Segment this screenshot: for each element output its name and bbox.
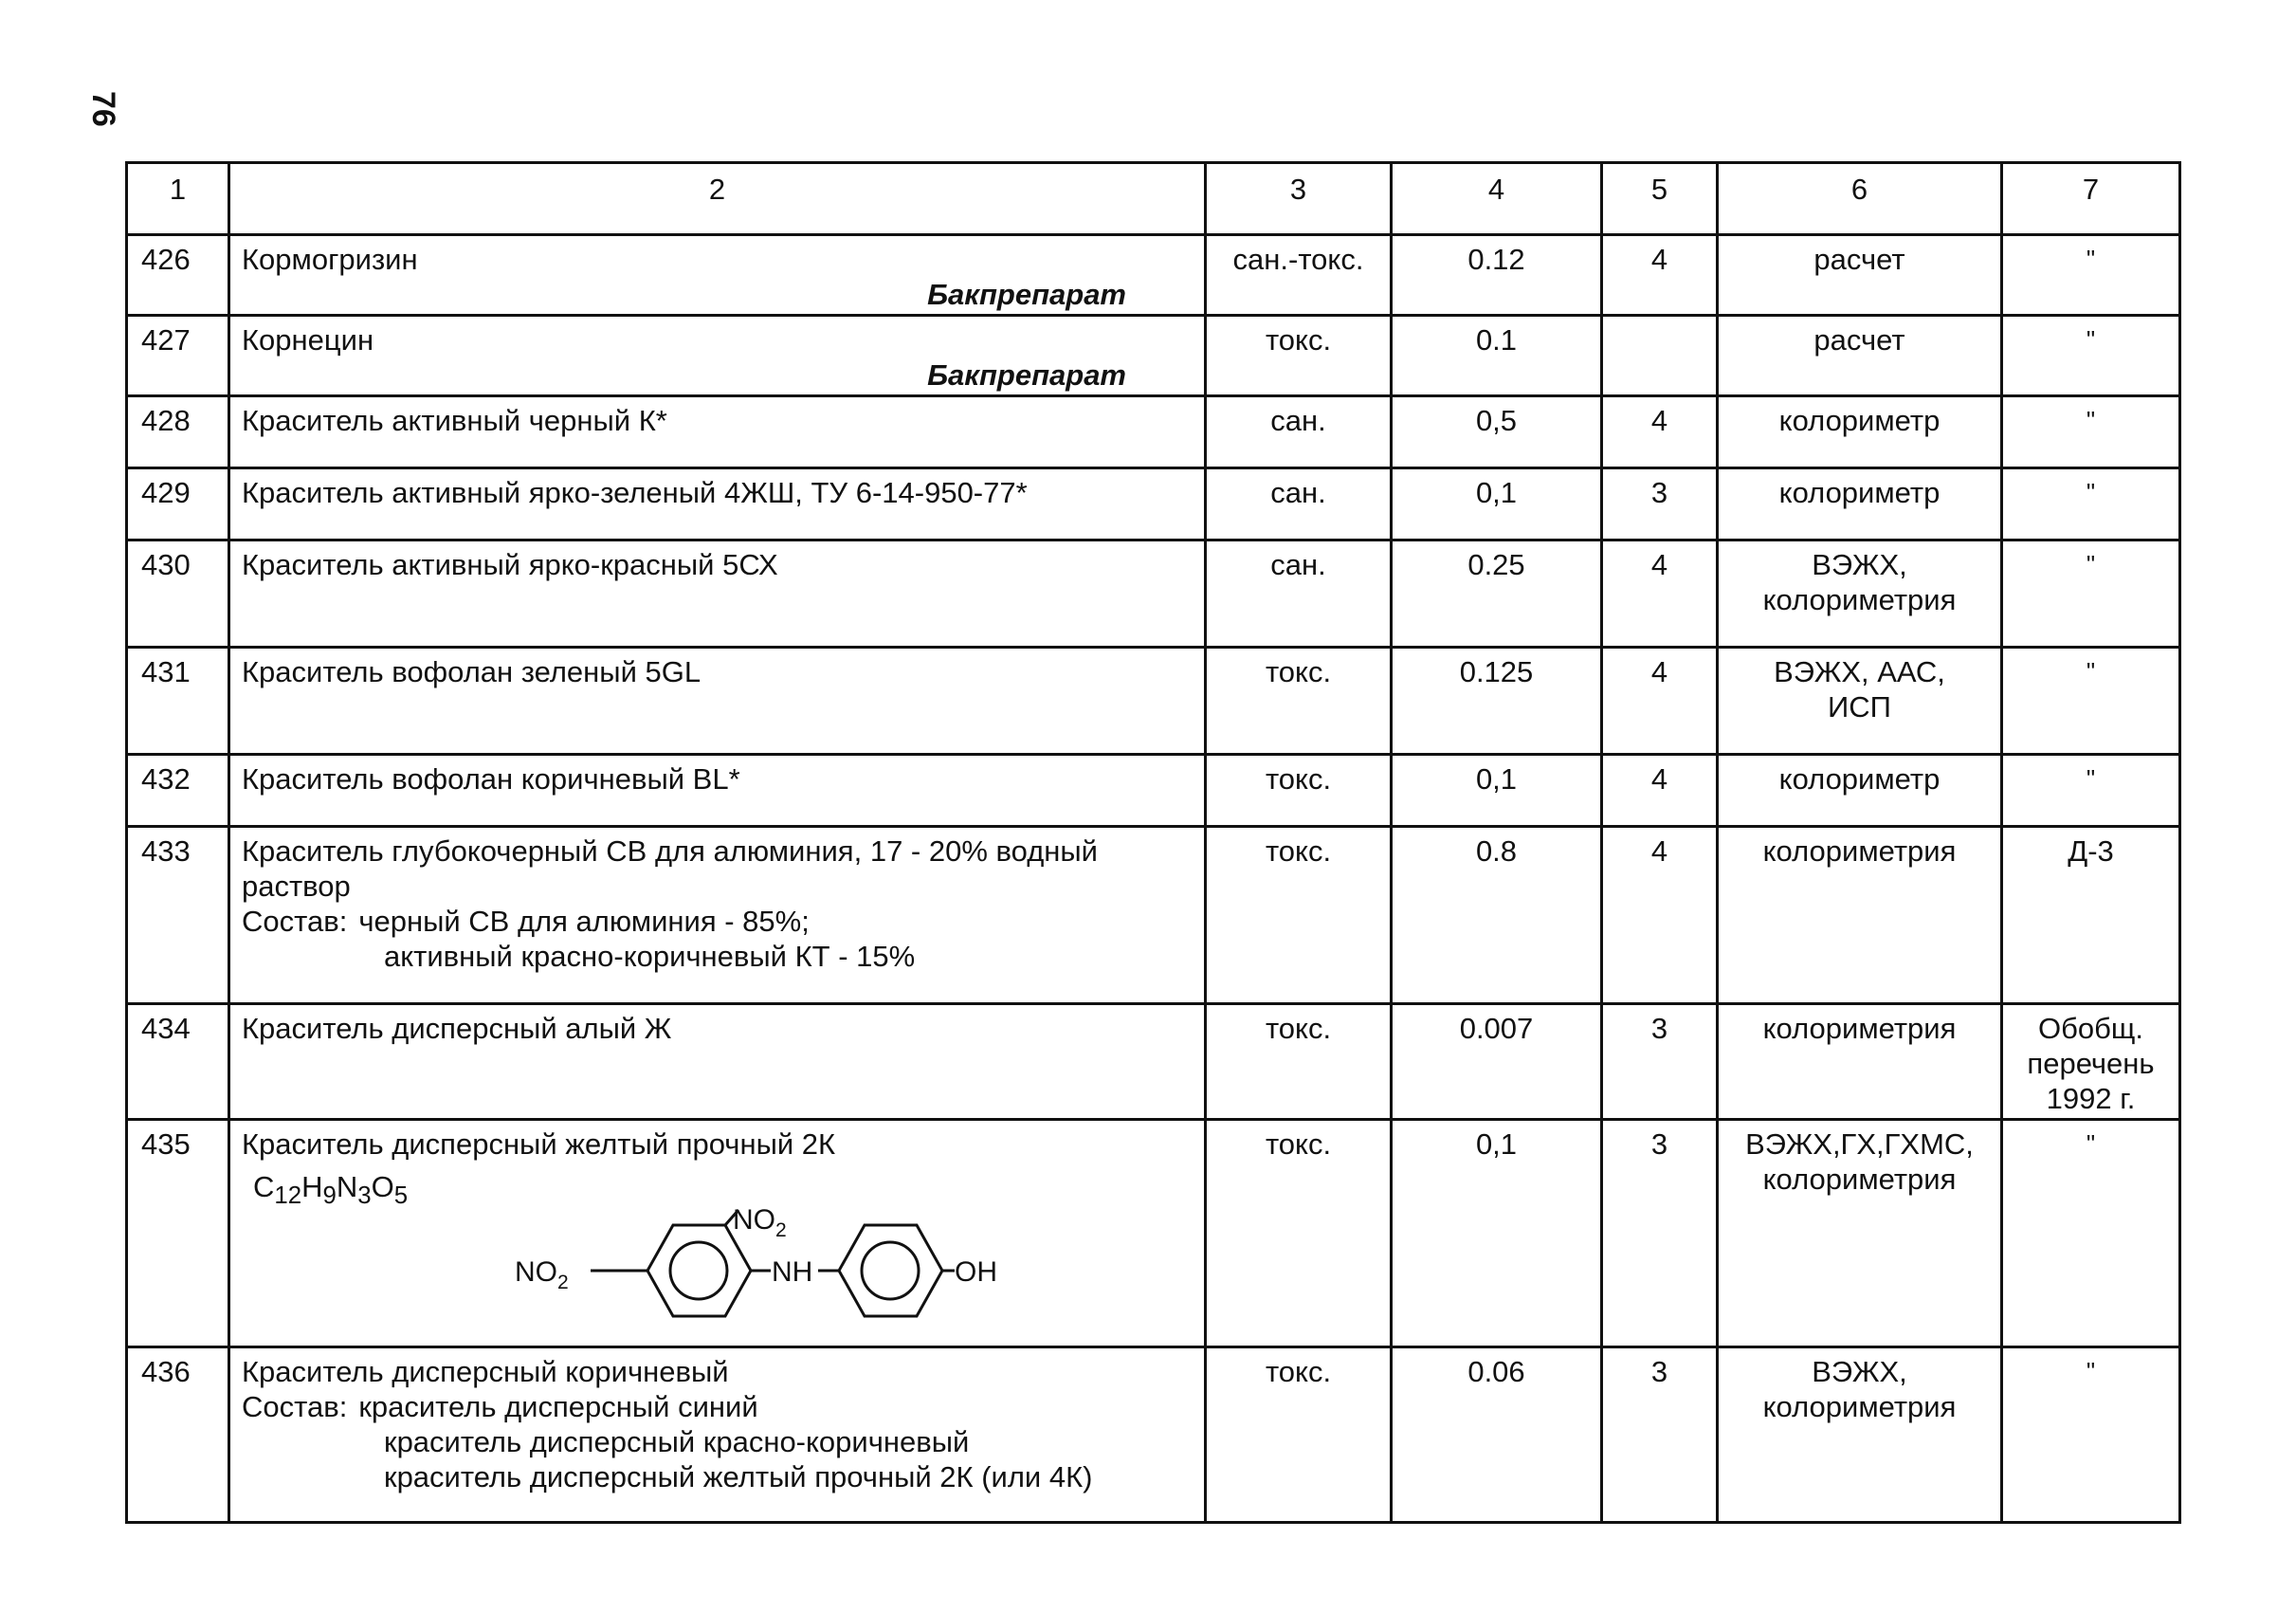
composition-line: Состав: черный СВ для алюминия - 85%; xyxy=(242,905,810,938)
substance-name: Кормогризин xyxy=(242,243,418,276)
aromatic-circle-left xyxy=(670,1242,727,1299)
table-row xyxy=(127,1004,2180,1120)
row-number: 427 xyxy=(127,316,229,396)
analysis-method: ВЭЖХ, колориметрия xyxy=(1718,540,2002,648)
limiting-indicator: сан. xyxy=(1206,540,1392,648)
analysis-method: колориметр xyxy=(1718,396,2002,468)
aromatic-circle-right xyxy=(862,1242,919,1299)
hazard-class: 4 xyxy=(1602,540,1718,648)
limiting-indicator: токс. xyxy=(1206,1347,1392,1523)
structural-formula-diagram xyxy=(270,1204,997,1339)
substance-name-cell xyxy=(229,827,1206,1004)
concentration-value: 0,5 xyxy=(1392,396,1602,468)
substance-name: Корнецин xyxy=(242,323,374,357)
composition-line: краситель дисперсный желтый прочный 2К (или 4К) xyxy=(384,1460,1093,1493)
row-number: 435 xyxy=(127,1120,229,1347)
composition-line: краситель дисперсный красно-коричневый xyxy=(384,1425,970,1458)
hazard-class: 3 xyxy=(1602,1347,1718,1523)
hazard-class: 4 xyxy=(1602,396,1718,468)
analysis-method: расчет xyxy=(1718,235,2002,316)
substance-subtitle: Бакпрепарат xyxy=(927,278,1126,311)
concentration-value: 0,1 xyxy=(1392,468,1602,540)
source-reference: " xyxy=(2002,396,2180,468)
substance-name: Краситель вофолан зеленый 5GL xyxy=(229,648,1206,755)
hazard-class: 4 xyxy=(1602,648,1718,755)
concentration-value: 0.06 xyxy=(1392,1347,1602,1523)
row-number: 426 xyxy=(127,235,229,316)
row-number: 433 xyxy=(127,827,229,1004)
source-reference: " xyxy=(2002,755,2180,827)
label-no2-top: $NO_2$ xyxy=(733,1204,787,1242)
limiting-indicator: токс. xyxy=(1206,1120,1392,1347)
table-row xyxy=(127,755,2180,827)
analysis-method: ВЭЖХ, колориметрия xyxy=(1718,1347,2002,1523)
label-oh: OH xyxy=(955,1256,997,1289)
source-reference: " xyxy=(2002,1347,2180,1523)
analysis-method: ВЭЖХ, ААС, ИСП xyxy=(1718,648,2002,755)
column-header: 7 xyxy=(2002,163,2180,235)
substances-table xyxy=(125,161,2181,1524)
concentration-value: 0,1 xyxy=(1392,755,1602,827)
source-reference: " xyxy=(2002,316,2180,396)
substance-name: Краситель активный черный К* xyxy=(229,396,1206,468)
concentration-value: 0,1 xyxy=(1392,1120,1602,1347)
substance-name: Краситель вофолан коричневый BL* xyxy=(229,755,1206,827)
hazard-class xyxy=(1602,316,1718,396)
analysis-method: колориметрия xyxy=(1718,1004,2002,1120)
table-row xyxy=(127,1347,2180,1523)
row-number: 432 xyxy=(127,755,229,827)
substance-name: раствор xyxy=(242,870,351,903)
hazard-class: 3 xyxy=(1602,468,1718,540)
source-reference: " xyxy=(2002,540,2180,648)
benzene-ring-right xyxy=(839,1225,942,1316)
row-number: 430 xyxy=(127,540,229,648)
hazard-class: 3 xyxy=(1602,1004,1718,1120)
limiting-indicator: сан. xyxy=(1206,468,1392,540)
limiting-indicator: сан.-токс. xyxy=(1206,235,1392,316)
substance-name: Краситель активный ярко-красный 5СХ xyxy=(229,540,1206,648)
substance-name: Краситель активный ярко-зеленый 4ЖШ, ТУ 6-14-950-77* xyxy=(229,468,1206,540)
substance-subtitle: Бакпрепарат xyxy=(927,358,1126,392)
concentration-value: 0.12 xyxy=(1392,235,1602,316)
column-header: 2 xyxy=(229,163,1206,235)
benzene-ring-left xyxy=(647,1225,751,1316)
hazard-class: 4 xyxy=(1602,235,1718,316)
table-row xyxy=(127,1120,2180,1347)
limiting-indicator: токс. xyxy=(1206,648,1392,755)
column-header: 6 xyxy=(1718,163,2002,235)
concentration-value: 0.007 xyxy=(1392,1004,1602,1120)
composition-line: активный красно-коричневый КТ - 15% xyxy=(384,940,916,973)
analysis-method: ВЭЖХ,ГХ,ГХМС, колориметрия xyxy=(1718,1120,2002,1347)
column-header: 1 xyxy=(127,163,229,235)
chemical-formula: $C_{12}H_9N_3O_5$ xyxy=(253,1170,409,1210)
column-header: 5 xyxy=(1602,163,1718,235)
column-header: 3 xyxy=(1206,163,1392,235)
concentration-value: 0.125 xyxy=(1392,648,1602,755)
substance-name: Краситель дисперсный желтый прочный 2К xyxy=(242,1127,836,1161)
limiting-indicator: сан. xyxy=(1206,396,1392,468)
concentration-value: 0.8 xyxy=(1392,827,1602,1004)
analysis-method: расчет xyxy=(1718,316,2002,396)
column-header: 4 xyxy=(1392,163,1602,235)
label-no2-left: $NO_2$ xyxy=(515,1256,569,1294)
table-row xyxy=(127,396,2180,468)
substance-name-cell xyxy=(229,1120,1206,1347)
source-reference: Д-3 xyxy=(2002,827,2180,1004)
substance-name: Краситель глубокочерный СВ для алюминия, 17 - 20% водный xyxy=(242,834,1098,868)
analysis-method: колориметрия xyxy=(1718,827,2002,1004)
analysis-method: колориметр xyxy=(1718,755,2002,827)
row-number: 436 xyxy=(127,1347,229,1523)
analysis-method: колориметр xyxy=(1718,468,2002,540)
row-number: 429 xyxy=(127,468,229,540)
source-reference: " xyxy=(2002,468,2180,540)
concentration-value: 0.1 xyxy=(1392,316,1602,396)
substance-name-cell xyxy=(229,316,1206,396)
table-row xyxy=(127,316,2180,396)
header-row xyxy=(127,163,2180,235)
source-reference: " xyxy=(2002,235,2180,316)
limiting-indicator: токс. xyxy=(1206,316,1392,396)
row-number: 428 xyxy=(127,396,229,468)
row-number: 431 xyxy=(127,648,229,755)
hazard-class: 3 xyxy=(1602,1120,1718,1347)
substance-name-cell xyxy=(229,1347,1206,1523)
label-nh: NH xyxy=(772,1256,813,1289)
row-number: 434 xyxy=(127,1004,229,1120)
composition-line: Состав: краситель дисперсный синий xyxy=(242,1390,758,1423)
substance-name-cell xyxy=(229,235,1206,316)
hazard-class: 4 xyxy=(1602,755,1718,827)
concentration-value: 0.25 xyxy=(1392,540,1602,648)
table-row xyxy=(127,827,2180,1004)
limiting-indicator: токс. xyxy=(1206,827,1392,1004)
substance-name: Краситель дисперсный алый Ж xyxy=(229,1004,1206,1120)
table-row xyxy=(127,540,2180,648)
source-reference: Обобщ. перечень 1992 г. xyxy=(2002,1004,2180,1120)
substance-name: Краситель дисперсный коричневый xyxy=(242,1355,729,1388)
page-number: 76 xyxy=(85,91,121,127)
limiting-indicator: токс. xyxy=(1206,1004,1392,1120)
table-row xyxy=(127,235,2180,316)
source-reference: " xyxy=(2002,1120,2180,1347)
table-row xyxy=(127,468,2180,540)
source-reference: " xyxy=(2002,648,2180,755)
limiting-indicator: токс. xyxy=(1206,755,1392,827)
table-row xyxy=(127,648,2180,755)
hazard-class: 4 xyxy=(1602,827,1718,1004)
